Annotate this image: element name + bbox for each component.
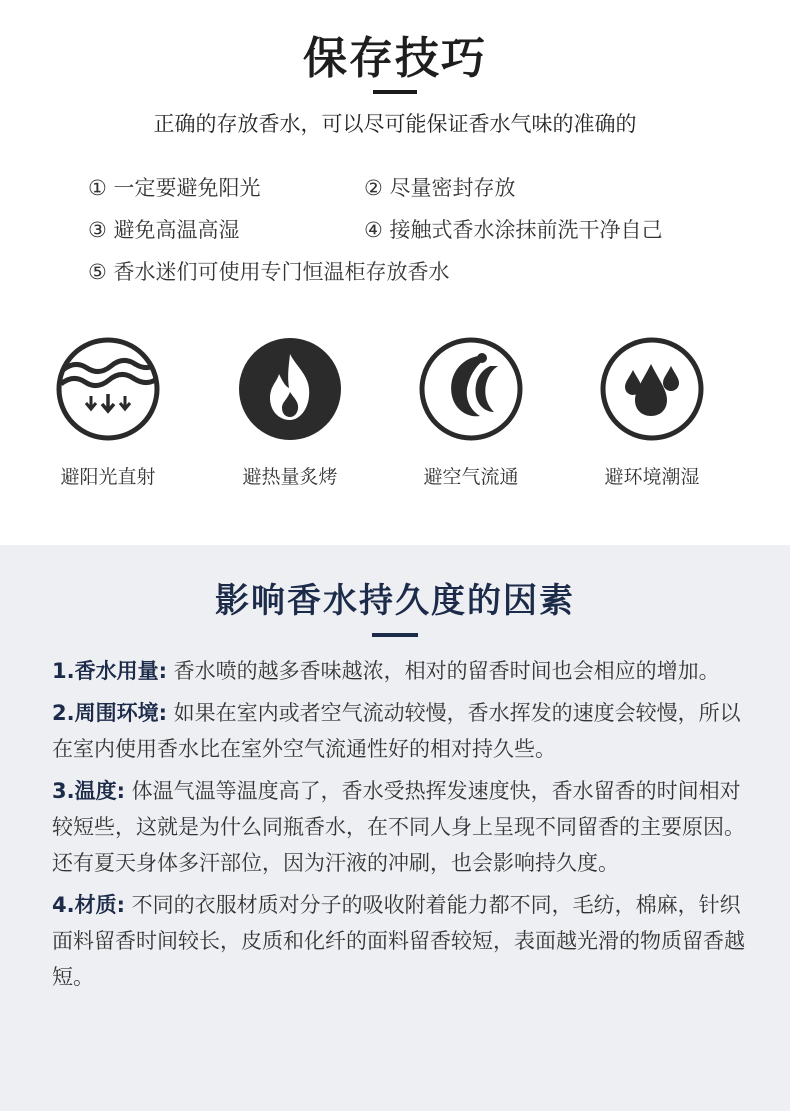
factors-section [0, 545, 790, 1111]
factor-item [52, 887, 752, 995]
factors-list [52, 653, 752, 995]
storage-title: 保存技巧 [303, 33, 487, 84]
tip-item: ④ 接触式香水涂抹前洗干净自己 [364, 218, 663, 242]
factor-item [52, 695, 752, 767]
sun-wave-down-arrows-icon [55, 336, 161, 442]
tip-item: ① 一定要避免阳光 [88, 176, 261, 200]
factor-heading: 4.材质: [52, 893, 125, 917]
icon-label: 避空气流通 [423, 466, 519, 488]
icon-label: 避阳光直射 [60, 466, 156, 488]
air-flow-icon [418, 336, 524, 442]
factor-text: 体温气温等温度高了，香水受热挥发速度快，香水留香的时间相对较短些，这就是为什么同瓶香水，在不同人身上呈现不同留香的主要原因。还有夏天身体多汗部位，因为汗液的冲刷，也会影响持久度。 [52, 779, 745, 875]
storage-tips-section [0, 0, 790, 545]
factor-text: 香水喷的越多香味越浓，相对的留香时间也会相应的增加。 [167, 659, 720, 683]
tip-item: ⑤ 香水迷们可使用专门恒温柜存放香水 [88, 260, 450, 284]
icon-label: 避热量炙烤 [242, 466, 338, 488]
flame-icon [237, 336, 343, 442]
factors-title: 影响香水持久度的因素 [215, 581, 575, 621]
storage-subtitle: 正确的存放香水，可以尽可能保证香水气味的准确的 [153, 112, 637, 136]
tip-item: ③ 避免高温高湿 [88, 218, 240, 242]
factor-item [52, 653, 752, 689]
factor-item [52, 773, 752, 881]
icon-label: 避环境潮湿 [604, 466, 700, 488]
factor-text: 如果在室内或者空气流动较慢，香水挥发的速度会较慢，所以在室内使用香水比在室外空气流通性好的相对持久些。 [52, 701, 741, 761]
factor-text: 不同的衣服材质对分子的吸收附着能力都不同，毛纺，棉麻，针织面料留香时间较长，皮质和化纤的面料留香较短，表面越光滑的物质留香越短。 [52, 893, 745, 989]
water-drops-icon [599, 336, 705, 442]
title-underline [372, 633, 418, 637]
title-underline [373, 90, 417, 94]
tip-item: ② 尽量密封存放 [364, 176, 516, 200]
factor-heading: 2.周围环境: [52, 701, 167, 725]
factor-heading: 1.香水用量: [52, 659, 167, 683]
factor-heading: 3.温度: [52, 779, 125, 803]
